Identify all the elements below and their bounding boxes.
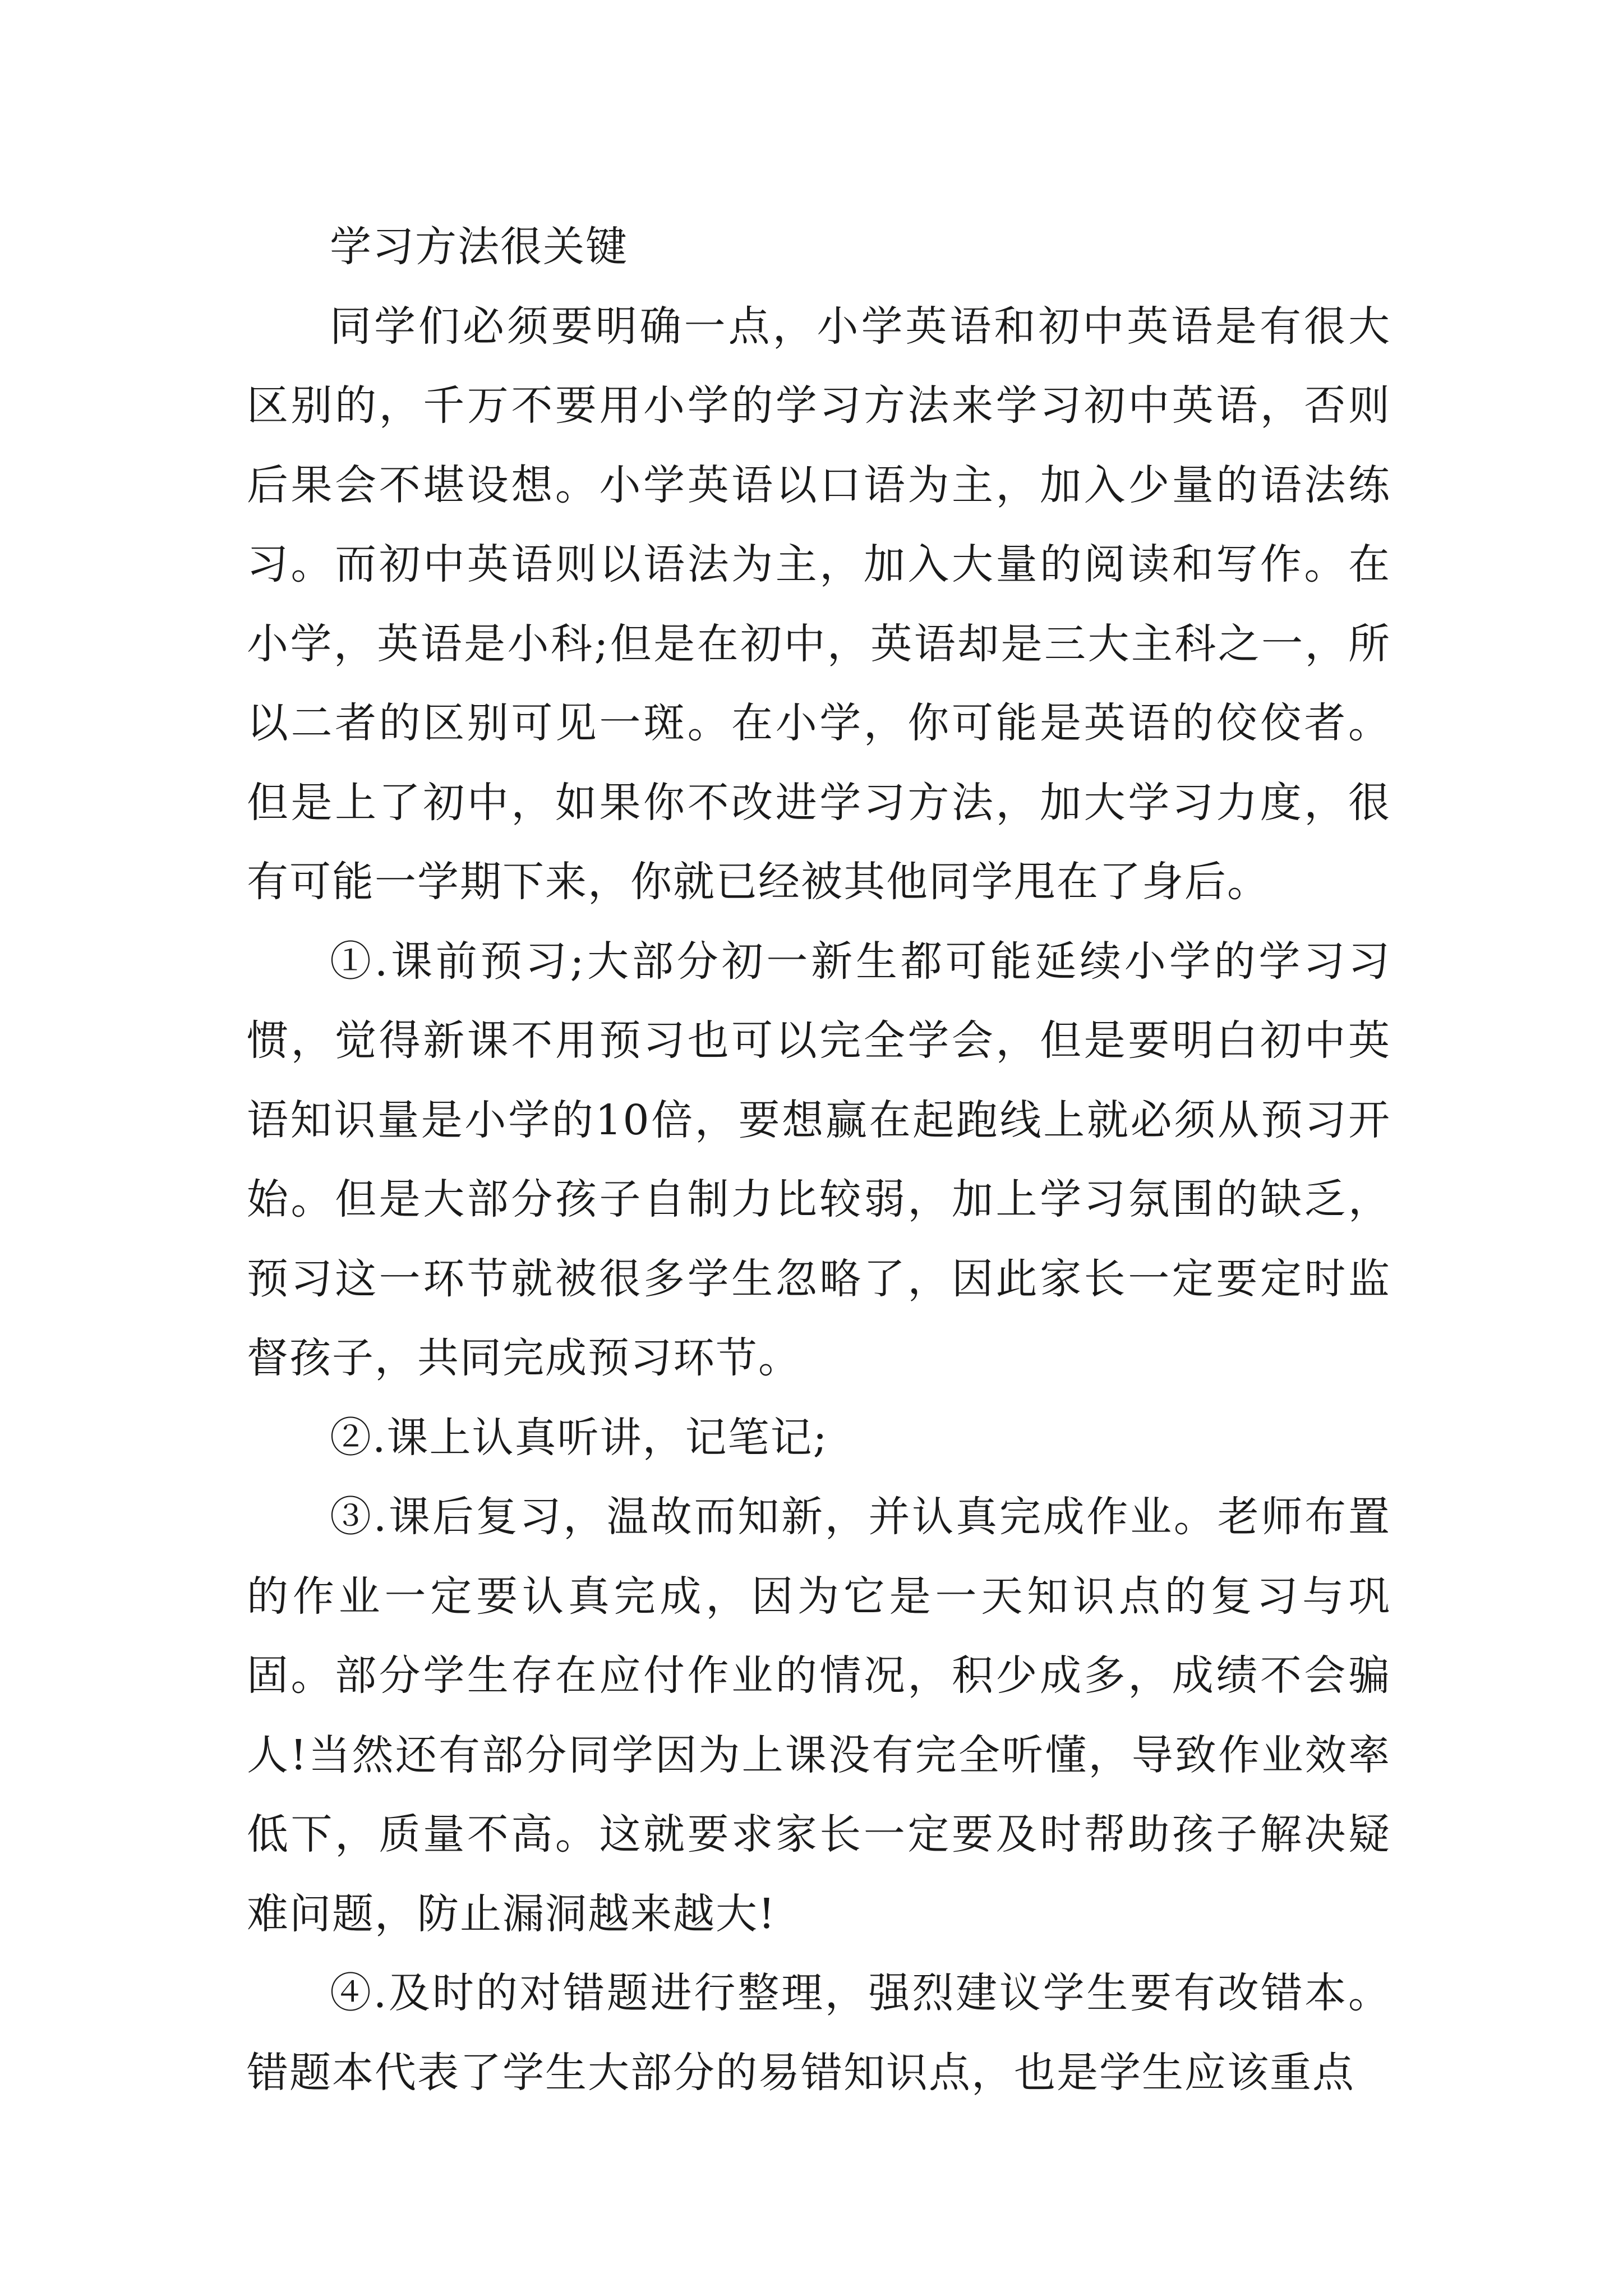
paragraph-listen: ②.课上认真听讲，记笔记; (330, 1413, 828, 1462)
paragraph-mistakes: ④.及时的对错题进行整理，强烈建议学生要有改错本。错题本代表了学生大部分的易错知识点，也是学生应该重点 (247, 1969, 1391, 2097)
paragraph-intro: 同学们必须要明确一点，小学英语和初中英语是有很大区别的，千万不要用小学的学习方法来学习初中英语，否则后果会不堪设想。小学英语以口语为主，加入少量的语法练习。而初中英语则以语法为主，加入大量的阅读和写作。在小学，英语是小科;但是在初中，英语却是三大主科之一，所以二者的区别可见一斑。在小学，你可能是英语的佼佼者。但是上了初中，如果你不改进学习方法，加大学习力度，很有可能一学期下来，你就已经被其他同学甩在了身后。 (247, 302, 1391, 906)
section-heading: 学习方法很关键 (330, 223, 628, 271)
document-body (247, 208, 1391, 2113)
paragraph-review: ③.课后复习，温故而知新，并认真完成作业。老师布置的作业一定要认真完成，因为它是一天知识点的复习与巩固。部分学生存在应付作业的情况，积少成多，成绩不会骗人!当然还有部分同学因为上课没有完全听懂，导致作业效率低下，质量不高。这就要求家长一定要及时帮助孩子解决疑难问题，防止漏洞越来越大! (247, 1493, 1391, 1938)
paragraph-preview: ①.课前预习;大部分初一新生都可能延续小学的学习习惯，觉得新课不用预习也可以完全学会，但是要明白初中英语知识量是小学的10倍，要想赢在起跑线上就必须从预习开始。但是大部分孩子自制力比较弱，加上学习氛围的缺乏，预习这一环节就被很多学生忽略了，因此家长一定要定时监督孩子，共同完成预习环节。 (247, 937, 1391, 1382)
